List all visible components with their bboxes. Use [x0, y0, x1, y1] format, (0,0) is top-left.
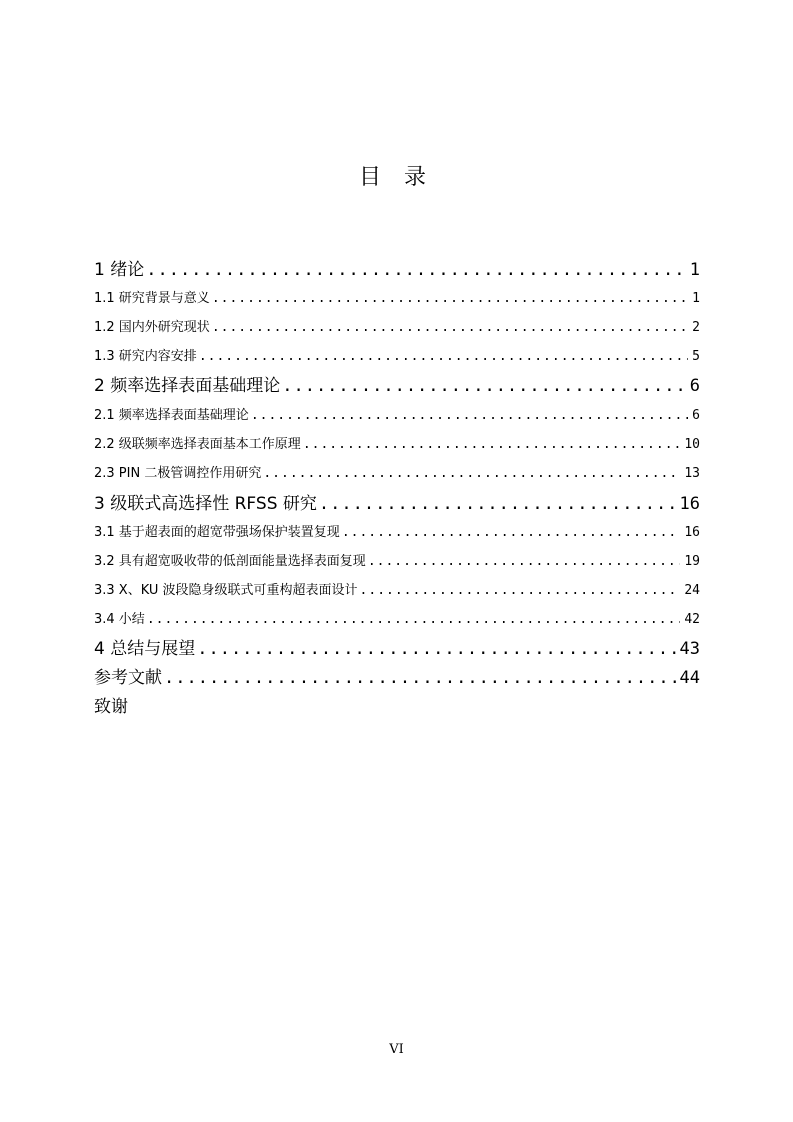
toc-leader — [368, 554, 681, 569]
toc-entry-label: 1 绪论 — [94, 260, 145, 280]
toc-entry[interactable] — [94, 663, 700, 688]
toc-entry-page: 2 — [692, 320, 700, 335]
toc-leader — [197, 639, 675, 659]
toc-entry-page: 24 — [684, 583, 700, 598]
toc-entry-label: 2 频率选择表面基础理论 — [94, 376, 281, 396]
toc-entry-label: 4 总结与展望 — [94, 639, 196, 659]
toc-entry-page: 5 — [692, 349, 700, 364]
toc-entry[interactable] — [94, 634, 700, 659]
toc-leader — [342, 525, 681, 540]
toc-entry-label: 3.2 具有超宽吸收带的低剖面能量选择表面复现 — [94, 554, 366, 569]
toc-entry[interactable] — [94, 489, 700, 514]
toc-leader — [251, 408, 688, 423]
toc-entry[interactable] — [94, 608, 700, 627]
toc-title: 目 录 — [359, 165, 434, 190]
toc-entry-label: 3.3 X、KU 波段隐身级联式可重构超表面设计 — [94, 583, 358, 598]
toc-entry[interactable] — [94, 316, 700, 335]
toc-entry[interactable] — [94, 404, 700, 423]
toc-entry-label: 2.1 频率选择表面基础理论 — [94, 408, 249, 423]
toc-entry-page: 42 — [684, 612, 700, 627]
toc-entry[interactable] — [94, 371, 700, 396]
toc-entry[interactable] — [94, 550, 700, 569]
toc-entry-label: 2.2 级联频率选择表面基本工作原理 — [94, 437, 301, 452]
toc-leader — [263, 466, 680, 481]
toc-entry-label: 3.1 基于超表面的超宽带强场保护装置复现 — [94, 525, 340, 540]
toc-entry-page: 6 — [692, 408, 700, 423]
toc-leader — [360, 583, 681, 598]
toc-entry-page: 16 — [684, 525, 700, 540]
toc-leader — [303, 437, 681, 452]
toc-leader — [147, 612, 681, 627]
toc-entry-label: 2.3 PIN 二极管调控作用研究 — [94, 466, 262, 481]
toc-entry-page: 19 — [684, 554, 700, 569]
toc-leader — [282, 376, 686, 396]
toc-entry-page: 1 — [689, 260, 700, 280]
toc-entry-label: 参考文献 — [94, 668, 162, 688]
toc-entry[interactable] — [94, 692, 700, 717]
toc-entry[interactable] — [94, 579, 700, 598]
toc-entry-page: 44 — [679, 668, 700, 688]
toc-entry[interactable] — [94, 521, 700, 540]
toc-entry[interactable] — [94, 255, 700, 280]
toc-entry[interactable] — [94, 433, 700, 452]
toc-entry[interactable] — [94, 345, 700, 364]
toc-leader — [212, 320, 688, 335]
toc-entry-label: 致谢 — [94, 697, 128, 717]
toc-leader — [319, 494, 676, 514]
toc-entry[interactable] — [94, 462, 700, 481]
toc-entry-page: 13 — [684, 466, 700, 481]
toc-leader — [146, 260, 686, 280]
toc-entry-label: 1.2 国内外研究现状 — [94, 320, 210, 335]
page-number-footer: VI — [389, 1042, 404, 1057]
toc-leader — [199, 349, 688, 364]
toc-entry-label: 3.4 小结 — [94, 612, 145, 627]
toc-leader — [212, 291, 688, 306]
toc-entry-page: 6 — [689, 376, 700, 396]
toc-entry-page: 16 — [679, 494, 700, 514]
toc-entry-page: 10 — [684, 437, 700, 452]
toc-entry-label: 1.1 研究背景与意义 — [94, 291, 210, 306]
toc-entry[interactable] — [94, 287, 700, 306]
toc-leader — [164, 668, 676, 688]
toc-entry-page: 1 — [692, 291, 700, 306]
toc-entry-page: 43 — [679, 639, 700, 659]
toc-entry-label: 3 级联式高选择性 RFSS 研究 — [94, 494, 317, 514]
toc-entry-label: 1.3 研究内容安排 — [94, 349, 197, 364]
